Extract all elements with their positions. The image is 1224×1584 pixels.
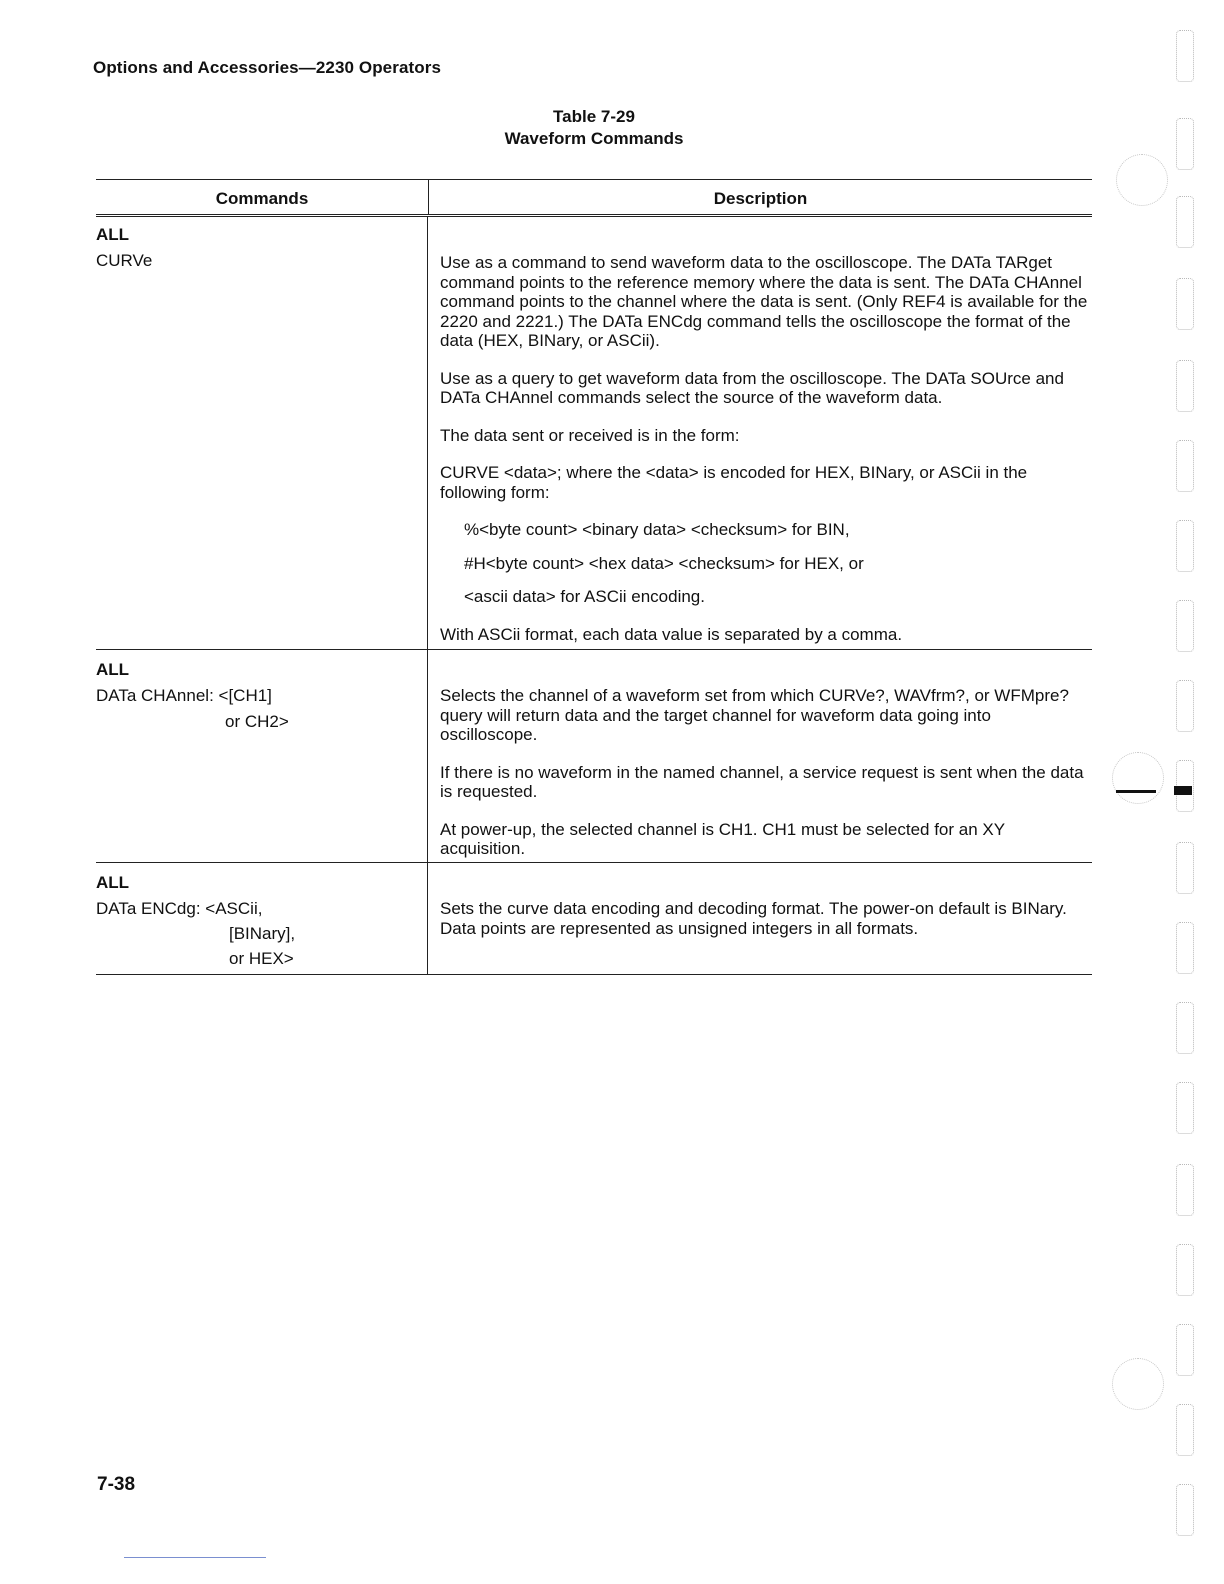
binder-tab xyxy=(1176,118,1194,170)
description-cell xyxy=(428,217,1092,649)
punch-hole xyxy=(1116,154,1168,206)
binder-tab xyxy=(1176,1002,1194,1054)
command-name-continued: or HEX> xyxy=(229,949,294,968)
description-paragraph: The data sent or received is in the form: xyxy=(440,425,740,445)
description-paragraph: Sets the curve data encoding and decoding format. The power-on default is BINary. Data points are represented as unsigned integers in all formats. xyxy=(440,899,1067,938)
binder-tab xyxy=(1176,1404,1194,1456)
table-row-data-encdg xyxy=(96,863,1092,975)
binder-tab xyxy=(1176,1244,1194,1296)
table-row-data-channel xyxy=(96,650,1092,863)
description-paragraph: Selects the channel of a waveform set from which CURVe?, WAVfrm?, or WFMpre? query will return data and the target channel for waveform data going into oscilloscope. xyxy=(440,686,1069,744)
scan-mark xyxy=(1174,786,1192,795)
table-number: Table 7-29 xyxy=(553,107,635,126)
binder-tab xyxy=(1176,196,1194,248)
page-number: 7-38 xyxy=(97,1474,136,1495)
description-paragraph: CURVE <data>; where the <data> is encoded for HEX, BINary, or ASCii in the following form: xyxy=(440,463,1028,502)
command-cell xyxy=(96,863,428,974)
table-title: Waveform Commands xyxy=(504,129,684,148)
command-cell xyxy=(96,650,428,862)
running-head: Options and Accessories—2230 Operators xyxy=(93,58,442,77)
punch-hole xyxy=(1112,1358,1164,1410)
description-paragraph: With ASCii format, each data value is separated by a comma. xyxy=(440,624,903,644)
group-label: ALL xyxy=(96,873,130,892)
binder-tab xyxy=(1176,440,1194,492)
format-line-bin: %<byte count> <binary data> <checksum> for BIN, xyxy=(464,520,850,539)
binder-tab xyxy=(1176,520,1194,572)
scan-mark xyxy=(1116,790,1156,793)
binder-tab-strip xyxy=(1168,30,1208,1540)
waveform-commands-table xyxy=(96,179,1092,975)
binder-tab xyxy=(1176,30,1194,82)
command-name: DATa ENCdg: <ASCii, xyxy=(96,899,263,918)
binder-tab xyxy=(1176,922,1194,974)
table-row-curve xyxy=(96,217,1092,650)
binder-tab xyxy=(1176,1324,1194,1376)
command-name-continued: or CH2> xyxy=(225,712,289,731)
binder-tab xyxy=(1176,360,1194,412)
punch-hole xyxy=(1112,752,1164,804)
command-name: DATa CHAnnel: <[CH1] xyxy=(96,686,272,705)
binder-tab xyxy=(1176,680,1194,732)
command-name-continued: [BINary], xyxy=(229,924,296,943)
column-header-description: Description xyxy=(713,189,808,208)
format-line-hex: #H<byte count> <hex data> <checksum> for HEX, or xyxy=(464,553,864,573)
table-header-row xyxy=(96,179,1092,217)
binder-tab xyxy=(1176,1484,1194,1536)
column-header-commands: Commands xyxy=(96,180,429,214)
description-paragraph: Use as a query to get waveform data from the oscilloscope. The DATa SOUrce and DATa CHAnnel commands select the source of the waveform data. xyxy=(440,368,1064,407)
command-cell xyxy=(96,217,428,649)
description-paragraph: Use as a command to send waveform data to the oscilloscope. The DATa TARget command points to the reference memory where the data is sent. The DATa CHAnnel command points to the channel where the data is sent. (Only REF4 is available for the 2220 and 2221.) The DATa ENCdg command tells the oscilloscope the format of the data (HEX, BINary, or ASCii). xyxy=(440,253,1088,350)
description-cell xyxy=(428,863,1092,974)
group-label: ALL xyxy=(96,660,130,679)
description-paragraph: If there is no waveform in the named channel, a service request is sent when the data is requested. xyxy=(440,762,1084,801)
footer-rule xyxy=(124,1557,266,1558)
table-caption xyxy=(0,106,1188,150)
format-line-ascii: <ascii data> for ASCii encoding. xyxy=(464,587,705,606)
binder-tab xyxy=(1176,842,1194,894)
binder-tab xyxy=(1176,1164,1194,1216)
binder-tab xyxy=(1176,600,1194,652)
group-label: ALL xyxy=(96,225,130,244)
description-cell xyxy=(428,650,1092,862)
binder-tab xyxy=(1176,278,1194,330)
description-paragraph: At power-up, the selected channel is CH1. CH1 must be selected for an XY acquisition. xyxy=(440,819,1005,858)
binder-tab xyxy=(1176,1082,1194,1134)
command-name: CURVe xyxy=(96,251,153,270)
